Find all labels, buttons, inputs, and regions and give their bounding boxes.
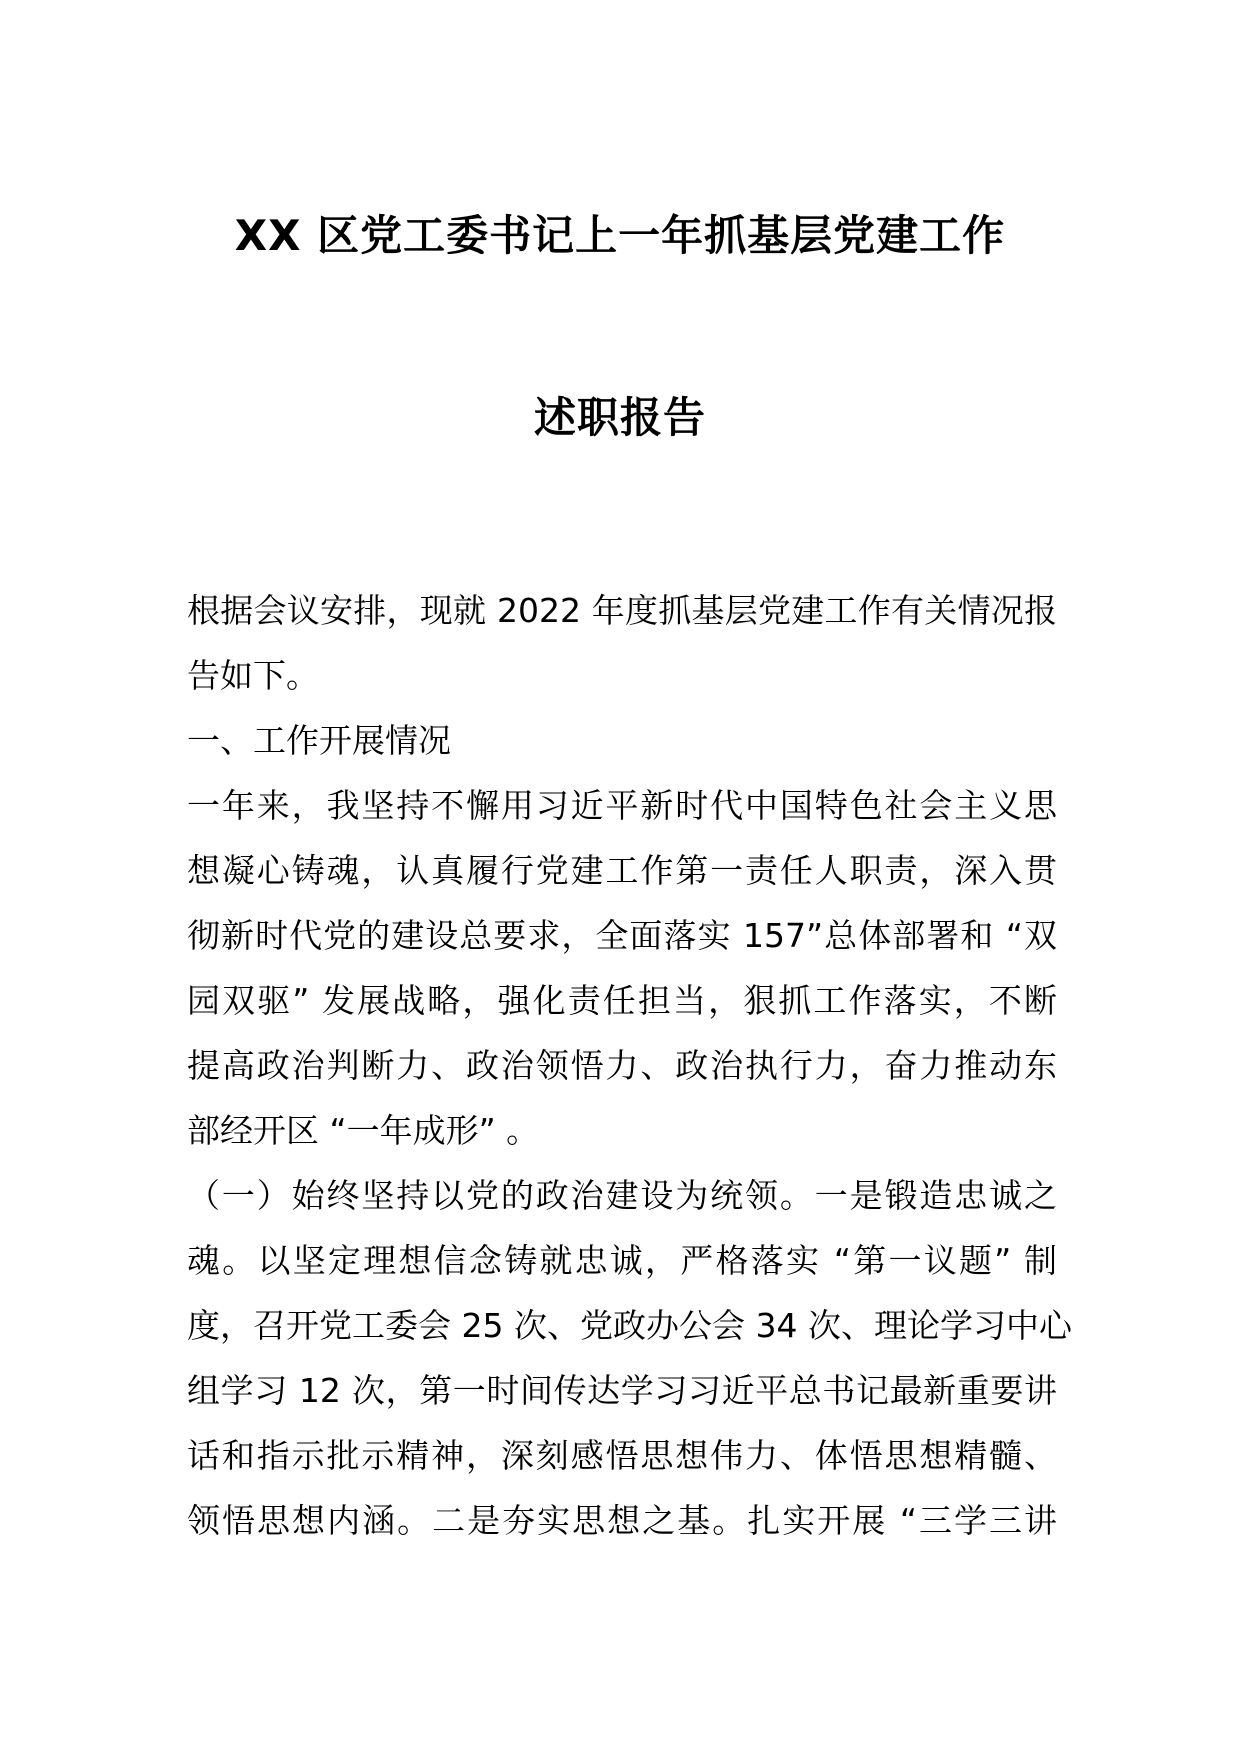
body-line: 领悟思想内涵。二是夯实思想之基。扎实开展 “三学三讲 <box>187 1501 1057 1540</box>
document-title-line-1: XX 区党工委书记上一年抓基层党建工作 <box>234 211 1006 260</box>
body-line: 园双驱” 发展战略，强化责任担当，狠抓工作落实，不断 <box>187 981 1057 1020</box>
body-line: 话和指示批示精神，深刻感悟思想伟力、体悟思想精髓、 <box>187 1436 1057 1475</box>
body-line: 想凝心铸魂，认真履行党建工作第一责任人职责，深入贯 <box>187 851 1057 890</box>
document-body <box>187 578 1072 1553</box>
body-line: 根据会议安排，现就 2022 年度抓基层党建工作有关情况报 <box>187 591 1057 630</box>
subsection-line: （一）始终坚持以党的政治建设为统领。一是锻造忠诚之 <box>187 1176 1057 1215</box>
body-line: 组学习 12 次，第一时间传达学习习近平总书记最新重要讲 <box>187 1371 1057 1410</box>
body-line: 提高政治判断力、政治领悟力、政治执行力，奋力推动东 <box>187 1046 1057 1085</box>
body-line: 部经开区 “一年成形” 。 <box>187 1111 540 1150</box>
body-line: 彻新时代党的建设总要求，全面落实 157”总体部署和 “双 <box>187 916 1057 955</box>
body-line: 告如下。 <box>187 656 319 695</box>
document-title-line-2: 述职报告 <box>533 393 706 442</box>
body-line: 魂。以坚定理想信念铸就忠诚，严格落实 “第一议题” 制 <box>187 1241 1057 1280</box>
body-line: 度，召开党工委会 25 次、党政办公会 34 次、理论学习中心 <box>187 1306 1072 1345</box>
section-heading: 一、工作开展情况 <box>187 721 451 760</box>
body-line: 一年来，我坚持不懈用习近平新时代中国特色社会主义思 <box>187 786 1057 825</box>
